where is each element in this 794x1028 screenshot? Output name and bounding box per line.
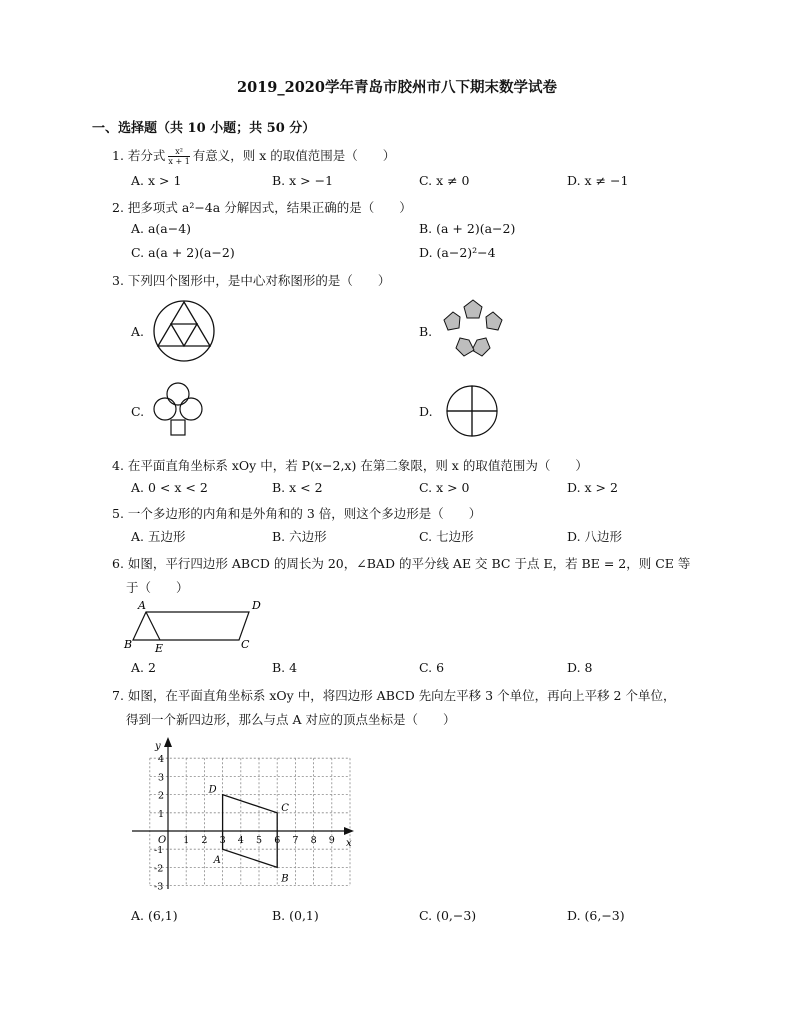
q3-option-b[interactable]: B. <box>419 324 433 339</box>
q6-label-a: A <box>138 599 146 612</box>
point-label-b: B <box>281 873 289 885</box>
q1-option-a[interactable]: A. x > 1 <box>131 173 182 188</box>
q4-option-b[interactable]: B. x < 2 <box>272 480 323 495</box>
q3-option-c[interactable]: C. <box>131 404 145 419</box>
question-1 <box>112 146 395 166</box>
section-heading: 一、选择题（共 10 小题；共 50 分） <box>92 121 316 136</box>
q6-label-d: D <box>252 599 261 612</box>
x-tick-label: 5 <box>256 835 263 846</box>
q5-option-c[interactable]: C. 七边形 <box>419 529 474 544</box>
q3-figure-b <box>441 298 505 360</box>
y-tick-label: -2 <box>154 863 164 875</box>
q3-figure-a <box>151 298 217 364</box>
q1-option-c[interactable]: C. x ≠ 0 <box>419 173 470 188</box>
q4-option-d[interactable]: D. x > 2 <box>567 480 618 495</box>
q7-option-d[interactable]: D. (6,−3) <box>567 908 625 923</box>
q1-option-b[interactable]: B. x > −1 <box>272 173 334 188</box>
question-5: 5. 一个多边形的内角和是外角和的 3 倍，则这个多边形是（ ） <box>112 506 482 521</box>
page-title: 2019_2020学年青岛市胶州市八下期末数学试卷 <box>237 79 557 96</box>
y-tick-label: -1 <box>154 845 164 857</box>
q6-option-d[interactable]: D. 8 <box>567 660 593 675</box>
y-axis-arrow <box>164 737 172 747</box>
y-axis-label: y <box>155 741 161 752</box>
q6-label-e: E <box>155 642 164 655</box>
question-4: 4. 在平面直角坐标系 xOy 中，若 P(x−2,x) 在第二象限，则 x 的取值范围为（ ） <box>112 458 588 473</box>
q3-figure-c <box>150 380 206 440</box>
q2-option-c[interactable]: C. a(a + 2)(a−2) <box>131 245 235 260</box>
q6-option-a[interactable]: A. 2 <box>131 660 156 675</box>
y-tick-label: 2 <box>158 790 165 802</box>
question-6-line-1: 6. 如图，平行四边形 ABCD 的周长为 20，∠BAD 的平分线 AE 交 BC 于点 E，若 BE = 2，则 CE 等 <box>112 556 691 571</box>
y-tick-label: 4 <box>158 754 165 766</box>
q2-option-d[interactable]: D. (a−2)²−4 <box>419 245 496 260</box>
point-label-d: D <box>208 784 217 796</box>
q6-option-b[interactable]: B. 4 <box>272 660 298 675</box>
question-7-line-1: 7. 如图，在平面直角坐标系 xOy 中，将四边形 ABCD 先向左平移 3 个单位，再向上平移 2 个单位， <box>112 688 676 703</box>
y-tick-label: 1 <box>158 808 165 820</box>
q7-option-b[interactable]: B. (0,1) <box>272 908 319 923</box>
q5-option-a[interactable]: A. 五边形 <box>131 529 186 544</box>
q3-option-d[interactable]: D. <box>419 404 433 419</box>
x-tick-label: 8 <box>310 835 317 846</box>
x-tick-label: 9 <box>328 835 335 846</box>
q4-option-c[interactable]: C. x > 0 <box>419 480 470 495</box>
q1-frac-den: x + 1 <box>168 157 190 166</box>
q7-option-c[interactable]: C. (0,−3) <box>419 908 477 923</box>
q1-fraction <box>168 147 189 166</box>
q1-frac-num: x² <box>168 147 189 157</box>
q6-option-c[interactable]: C. 6 <box>419 660 445 675</box>
y-tick-label: -3 <box>154 881 164 893</box>
q7-option-a[interactable]: A. (6,1) <box>131 908 178 923</box>
x-axis-label: x <box>346 838 352 849</box>
q5-option-d[interactable]: D. 八边形 <box>567 529 623 544</box>
q6-label-b: B <box>124 638 133 651</box>
q1-prefix: 1. 若分式 <box>112 148 166 163</box>
q4-option-a[interactable]: A. 0 < x < 2 <box>131 480 208 495</box>
q3-option-a[interactable]: A. <box>131 324 145 339</box>
x-tick-label: 1 <box>183 835 190 846</box>
x-tick-label: 3 <box>219 835 226 846</box>
x-tick-label: 7 <box>292 835 299 846</box>
q2-option-a[interactable]: A. a(a−4) <box>131 221 192 236</box>
question-7-line-2: 得到一个新四边形，那么与点 A 对应的顶点坐标是（ ） <box>126 712 456 727</box>
q6-parallelogram-figure <box>120 598 280 654</box>
y-tick-label: 3 <box>158 772 165 784</box>
x-tick-label: 6 <box>274 835 281 846</box>
x-tick-label: 2 <box>201 835 208 846</box>
point-label-c: C <box>281 802 289 814</box>
question-2: 2. 把多项式 a²−4a 分解因式，结果正确的是（ ） <box>112 200 412 215</box>
question-6-line-2: 于（ ） <box>126 580 189 595</box>
q6-label-c: C <box>241 638 250 651</box>
q2-option-b[interactable]: B. (a + 2)(a−2) <box>419 221 516 236</box>
x-tick-label: 4 <box>237 835 244 846</box>
q1-option-d[interactable]: D. x ≠ −1 <box>567 173 629 188</box>
q7-coordinate-figure <box>128 733 358 893</box>
origin-label: O <box>158 835 167 846</box>
q5-option-b[interactable]: B. 六边形 <box>272 529 327 544</box>
x-axis-arrow <box>344 827 354 835</box>
question-3: 3. 下列四个图形中，是中心对称图形的是（ ） <box>112 273 391 288</box>
point-label-a: A <box>213 855 221 867</box>
q3-figure-d <box>442 383 502 441</box>
q1-suffix: 有意义，则 x 的取值范围是（ ） <box>192 148 396 163</box>
